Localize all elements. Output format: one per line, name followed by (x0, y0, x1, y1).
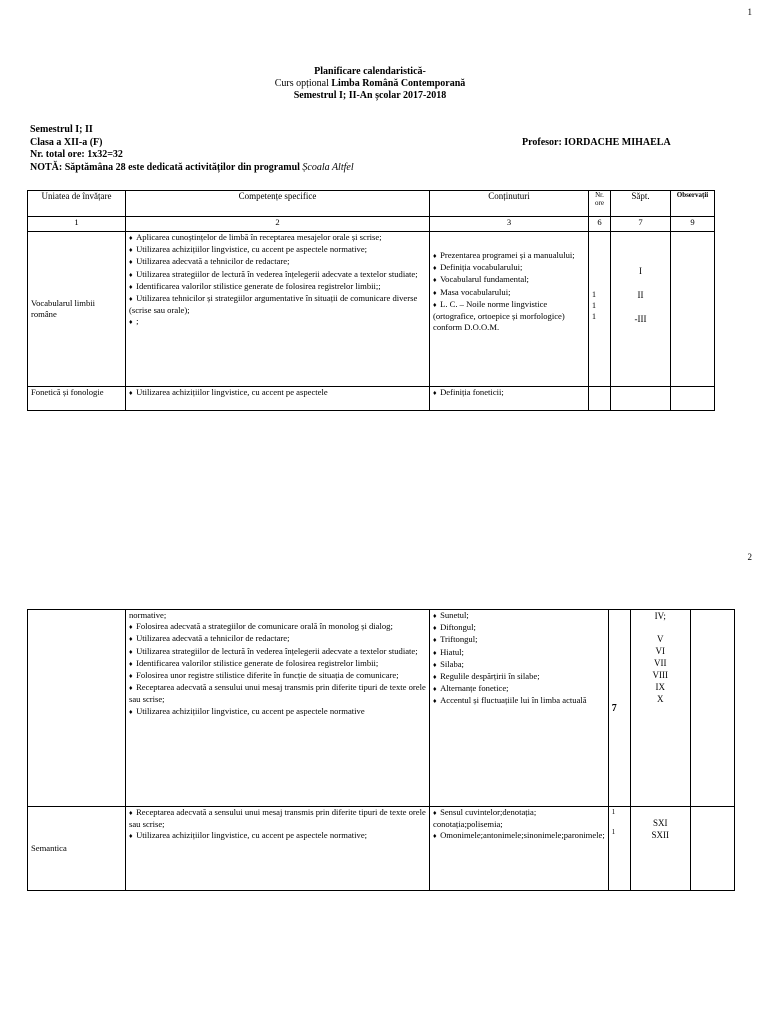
list-item: ♦ Alternanțe fonetice; (433, 683, 605, 695)
sapt-cell (611, 387, 671, 411)
observatii-cell (671, 387, 715, 411)
list-item: ♦ Sensul cuvintelor;denotația; conotația;polisemia; (433, 807, 605, 830)
continuturi-cell (430, 387, 589, 411)
competente-list (129, 621, 426, 718)
page-number: 1 (747, 7, 752, 17)
list-item: ♦ Accentul și fluctuațiile lui în limba actuală (433, 695, 605, 707)
meta-profesor: Profesor: IORDACHE MIHAELA (522, 137, 671, 148)
list-item: ♦ Regulile despărțirii în silabe; (433, 671, 605, 683)
sapt-cell (611, 232, 671, 387)
header-unitatea: Uniatea de învățare (28, 191, 126, 217)
list-item: ♦ Utilizarea tehnicilor și strategiilor argumentative în situații de comunicare diverse (scrise sau orale); (129, 293, 426, 316)
sapt-cell (630, 610, 690, 807)
sapt-value: SXI (652, 818, 668, 828)
unit-cell: Semantica (28, 807, 126, 891)
list-item: ♦ Diftongul; (433, 622, 605, 634)
list-item: ♦ Utilizarea achizițiilor lingvistice, cu accent pe aspectele normative; (129, 830, 426, 842)
sapt-value: VI (655, 646, 665, 656)
list-item: ♦ L. C. – Noile norme lingvistice (ortografice, ortoepice și morfologice) conform D.O.O.M. (433, 299, 585, 334)
list-item: ♦ Sunetul; (433, 610, 605, 622)
sapt-value: IX (655, 682, 665, 692)
table-row-vocabular (28, 232, 715, 387)
header-observatii: Observații (671, 191, 715, 217)
planning-table-page-2 (27, 609, 735, 891)
page-2 (0, 540, 768, 1024)
list-item: ♦ Identificarea valorilor stilistice generate de folosirea registrelor limbii; (129, 658, 426, 670)
continuturi-cell (430, 232, 589, 387)
unit-cell: Fonetică și fonologie (28, 387, 126, 411)
column-number-row (28, 217, 715, 232)
ore-cell (589, 232, 611, 387)
sapt-value: IV; (654, 611, 666, 621)
list-item: ♦ Definiția vocabularului; (433, 262, 585, 274)
list-item: ♦ Utilizarea achizițiilor lingvistice, cu accent pe aspectele normative; (129, 244, 426, 256)
ore-value: 1 (592, 290, 596, 299)
list-item: ♦ Silaba; (433, 659, 605, 671)
title-course-prefix: Curs opțional (274, 78, 332, 89)
nota-text: NOTĂ: Săptămâna 28 este dedicată activităților din programul (30, 161, 300, 173)
column-number: 9 (671, 217, 715, 232)
ore-value: 7 (611, 702, 617, 714)
observatii-cell (690, 610, 734, 807)
title-line-1: Planificare calendaristică- (314, 66, 426, 77)
meta-nota (30, 162, 354, 175)
competente-list (129, 232, 426, 329)
document-meta (30, 124, 354, 174)
competente-list (129, 387, 426, 399)
continuturi-list (433, 387, 585, 399)
unit-cell (28, 610, 126, 807)
header-nr-ore: Nr. ore (589, 191, 611, 217)
column-number: 7 (611, 217, 671, 232)
sapt-value: II (637, 290, 644, 300)
list-item: ♦ Omonimele;antonimele;sinonimele;paronimele; (433, 830, 605, 842)
continuturi-cell (430, 610, 609, 807)
ore-cell (608, 807, 630, 891)
sapt-cell (630, 807, 690, 891)
competente-list (129, 807, 426, 843)
list-item: ♦ ; (129, 316, 426, 328)
ore-value: 1 (611, 828, 616, 836)
list-item: ♦ Receptarea adecvată a sensului unui mesaj transmis prin diferite tipuri de texte orele sau scrise; (129, 807, 426, 830)
title-line-2 (0, 78, 740, 90)
table-row-semantica (28, 807, 735, 891)
table-row-fonetica (28, 387, 715, 411)
list-item: ♦ Identificarea valorilor stilistice generate de folosirea registrelor limbii;; (129, 281, 426, 293)
competente-cell (126, 387, 430, 411)
ore-value: 1 (592, 312, 596, 321)
competente-cell (126, 232, 430, 387)
list-item: ♦ Utilizarea adecvată a tehnicilor de redactare; (129, 256, 426, 268)
observatii-cell (671, 232, 715, 387)
table-header-row (28, 191, 715, 217)
document-title (0, 66, 740, 102)
column-number: 1 (28, 217, 126, 232)
meta-semestru: Semestrul I; II (30, 124, 93, 135)
sapt-value: SXII (651, 830, 669, 840)
list-item: ♦ Utilizarea achizițiilor lingvistice, cu accent pe aspectele normative (129, 706, 426, 718)
competente-cell (126, 610, 430, 807)
list-item: ♦ Utilizarea strategiilor de lectură în vederea înțelegerii adecvate a textelor studiate; (129, 269, 426, 281)
list-item: ♦ Prezentarea programei și a manualului; (433, 250, 585, 262)
list-item: ♦ Utilizarea strategiilor de lectură în vederea înțelegerii adecvate a textelor studiate; (129, 646, 426, 658)
nota-program: Școala Altfel (302, 161, 354, 173)
sapt-value: -III (634, 314, 647, 324)
sapt-value: V (657, 634, 664, 644)
header-sapt: Săpt. (611, 191, 671, 217)
list-item: ♦ Utilizarea achizițiilor lingvistice, cu accent pe aspectele (129, 387, 426, 399)
ore-cell (589, 387, 611, 411)
list-item: ♦ Triftongul; (433, 634, 605, 646)
continuturi-list (433, 610, 605, 708)
continuturi-list (433, 250, 585, 333)
ore-value: 1 (611, 808, 616, 816)
continuturi-list (433, 807, 605, 843)
list-item: ♦ Vocabularul fundamental; (433, 274, 585, 286)
ore-cell (608, 610, 630, 807)
planning-table-page-1 (27, 190, 715, 411)
observatii-cell (690, 807, 734, 891)
column-number: 3 (430, 217, 589, 232)
title-course-name: Limba Română Contemporană (331, 78, 466, 89)
meta-total-ore: Nr. total ore: 1x32=32 (30, 149, 123, 160)
continuturi-cell (430, 807, 609, 891)
sapt-value: VII (654, 658, 667, 668)
page-number: 2 (747, 552, 752, 562)
list-item: ♦ Aplicarea cunoștințelor de limbă în receptarea mesajelor orale și scrise; (129, 232, 426, 244)
list-item: ♦ Definiția foneticii; (433, 387, 585, 399)
ore-value: 1 (592, 301, 596, 310)
sapt-value: X (657, 694, 664, 704)
list-item: ♦ Masa vocabularului; (433, 287, 585, 299)
table-row-fonetica-cont (28, 610, 735, 807)
header-continuturi: Conținuturi (430, 191, 589, 217)
sapt-value: I (639, 266, 642, 276)
header-competente: Competențe specifice (126, 191, 430, 217)
column-number: 2 (126, 217, 430, 232)
column-number: 6 (589, 217, 611, 232)
list-item: ♦ Utilizarea adecvată a tehnicilor de redactare; (129, 633, 426, 645)
competente-cell (126, 807, 430, 891)
list-item: ♦ Folosirea unor registre stilistice diferite în funcție de situația de comunicare; (129, 670, 426, 682)
sapt-value: VIII (652, 670, 668, 680)
unit-cell: Vocabularul limbii române (28, 232, 126, 387)
list-item: ♦ Receptarea adecvată a sensului unui mesaj transmis prin diferite tipuri de texte orele sau scrise; (129, 682, 426, 705)
list-item: ♦ Hiatul; (433, 647, 605, 659)
list-item: ♦ Folosirea adecvată a strategiilor de comunicare orală în monolog și dialog; (129, 621, 426, 633)
title-line-3: Semestrul I; II-An școlar 2017-2018 (293, 90, 447, 101)
meta-clasa: Clasa a XII-a (F) (30, 136, 103, 148)
competente-continuation: normative; (129, 610, 167, 620)
